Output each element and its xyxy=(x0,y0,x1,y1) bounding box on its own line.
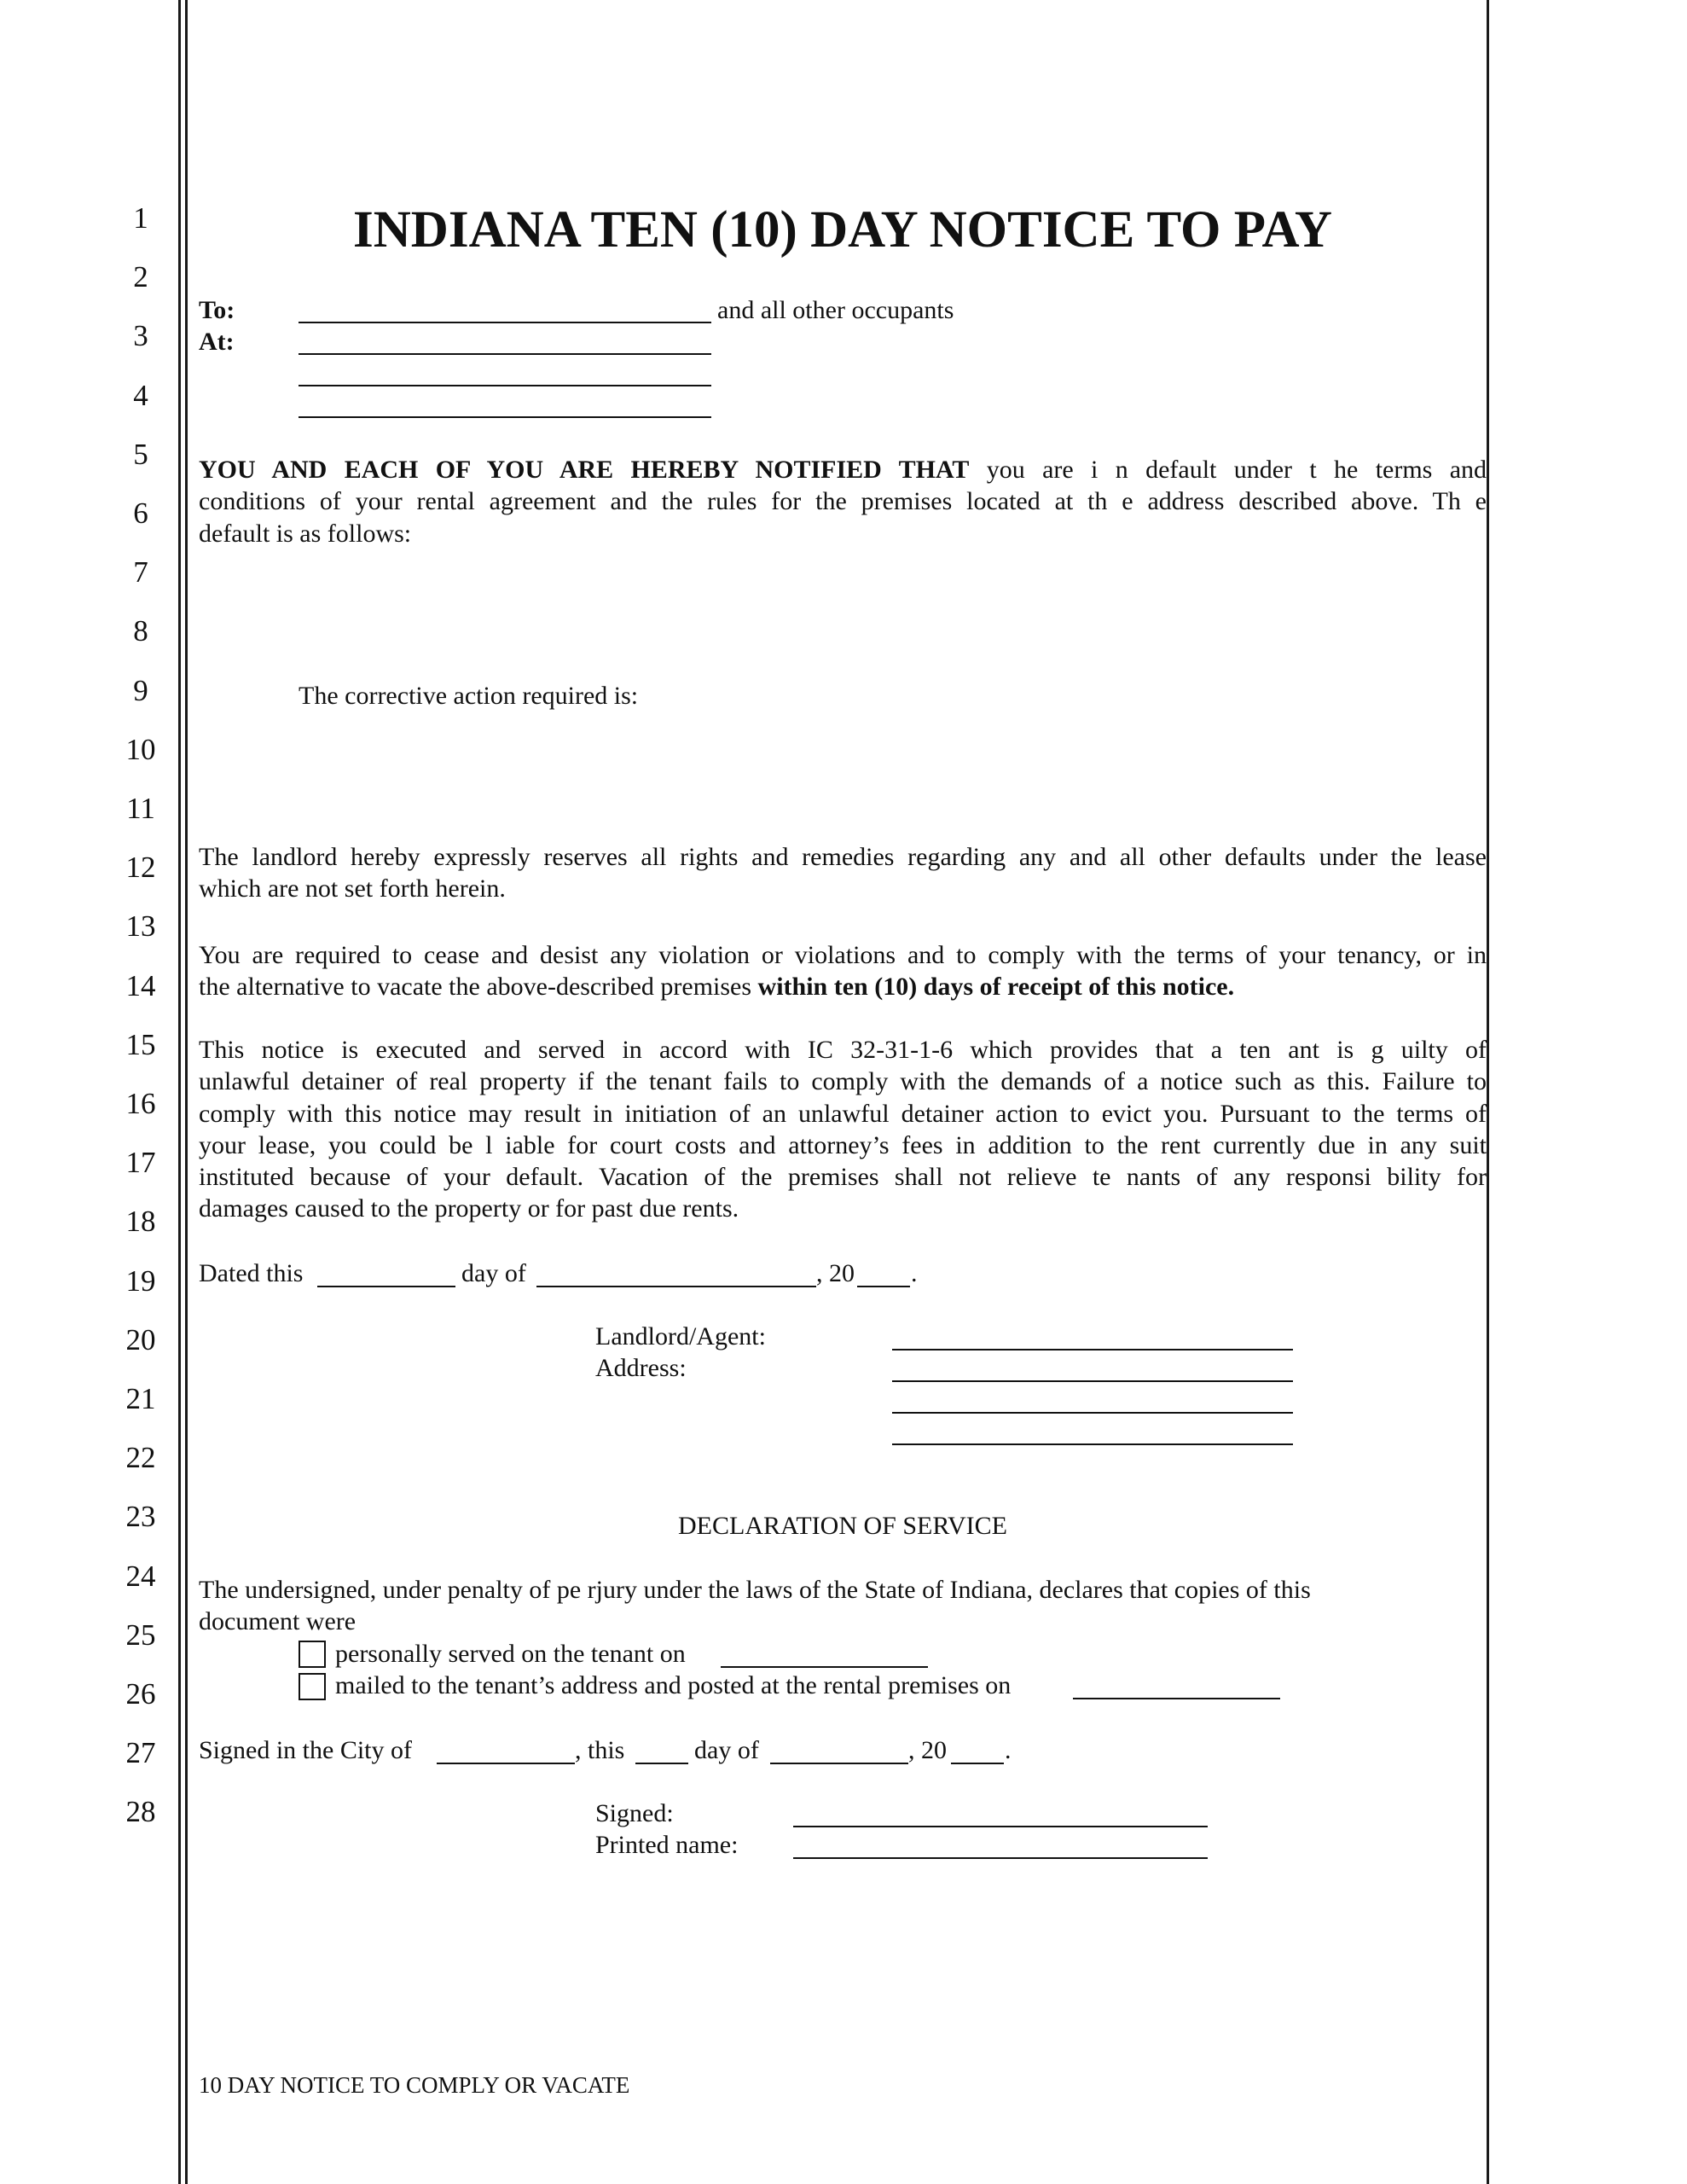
cease-paragraph xyxy=(199,939,1487,1003)
notice-line3: default is as follows: xyxy=(199,519,412,548)
signed-city-prefix: Signed in the City of xyxy=(199,1736,412,1764)
line-number: 28 xyxy=(125,1795,156,1828)
line-number: 7 xyxy=(133,555,148,589)
left-margin-rule-outer xyxy=(178,0,181,2184)
line-number: 11 xyxy=(126,792,155,825)
executed-line: comply with this notice may result in initiation of an unlawful detainer action to evict you. Pursuant to the terms of xyxy=(199,1099,1487,1128)
signed-city-blank[interactable] xyxy=(437,1763,575,1764)
executed-line: instituted because of your default. Vacation of the premises shall not relieve te nants of any responsi bility for xyxy=(199,1163,1487,1192)
executed-line: unlawful detainer of real property if the tenant fails to comply with the demands of a notice such as this. Failure to xyxy=(199,1067,1487,1096)
personally-served-checkbox[interactable] xyxy=(299,1641,326,1668)
dated-end: . xyxy=(911,1259,918,1287)
left-margin-rule-inner xyxy=(185,0,188,2184)
signed-month-blank[interactable] xyxy=(770,1763,908,1764)
executed-line: This notice is executed and served in accord with IC 32-31-1-6 which provides that a ten ant is g uilty of xyxy=(199,1036,1487,1064)
line-number: 25 xyxy=(125,1618,156,1652)
reserve-line1: The landlord hereby expressly reserves all rights and remedies regarding any and all other defaults under the lease xyxy=(199,843,1487,871)
executed-line: damages caused to the property or for past due rents. xyxy=(199,1194,739,1223)
dated-month-blank[interactable] xyxy=(536,1286,816,1287)
line-number: 17 xyxy=(125,1146,156,1179)
signed-city-this: , this xyxy=(575,1736,625,1764)
address-blank-1[interactable] xyxy=(299,353,711,355)
address-blank-3[interactable] xyxy=(299,416,711,418)
reserve-paragraph xyxy=(199,841,1487,905)
line-number: 9 xyxy=(133,674,148,707)
line-number: 16 xyxy=(125,1087,156,1120)
landlord-agent-blank[interactable] xyxy=(892,1349,1293,1350)
dated-day-of: day of xyxy=(461,1259,526,1287)
signed-label: Signed: xyxy=(595,1799,674,1827)
notice-bold-lead: YOU AND EACH OF YOU ARE HEREBY NOTIFIED THAT xyxy=(199,456,970,484)
executed-paragraph xyxy=(199,1034,1487,1225)
landlord-address-blank-3[interactable] xyxy=(892,1443,1293,1445)
declaration-heading: DECLARATION OF SERVICE xyxy=(678,1512,1007,1540)
signed-end: . xyxy=(1005,1736,1012,1764)
landlord-address-blank-1[interactable] xyxy=(892,1380,1293,1382)
cease-line1: You are required to cease and desist any violation or violations and to comply with the terms of your tenancy, or in xyxy=(199,941,1487,969)
personally-served-label: personally served on the tenant on xyxy=(335,1640,686,1668)
landlord-address-blank-2[interactable] xyxy=(892,1412,1293,1414)
mailed-posted-date-blank[interactable] xyxy=(1073,1698,1280,1699)
page-footer: 10 DAY NOTICE TO COMPLY OR VACATE xyxy=(199,2072,630,2098)
document-title: INDIANA TEN (10) DAY NOTICE TO PAY xyxy=(353,201,1332,258)
line-number: 27 xyxy=(125,1736,156,1769)
cease-line2-plain: the alternative to vacate the above-described premises xyxy=(199,973,752,1002)
dated-day-blank[interactable] xyxy=(317,1286,455,1287)
line-number: 2 xyxy=(133,260,148,293)
line-number: 4 xyxy=(133,379,148,412)
notice-line2: conditions of your rental agreement and the rules for the premises located at th e address described above. Th e xyxy=(199,487,1487,516)
mailed-posted-checkbox[interactable] xyxy=(299,1673,326,1700)
line-number: 15 xyxy=(125,1028,156,1061)
dated-year-blank[interactable] xyxy=(857,1286,910,1287)
cease-deadline-bold: within ten (10) days of receipt of this notice. xyxy=(757,973,1235,1002)
right-margin-rule xyxy=(1487,0,1489,2184)
landlord-address-label: Address: xyxy=(595,1354,687,1382)
printed-name-label: Printed name: xyxy=(595,1831,739,1859)
landlord-agent-label: Landlord/Agent: xyxy=(595,1322,766,1350)
line-number: 26 xyxy=(125,1677,156,1711)
line-number: 13 xyxy=(125,909,156,943)
to-label: To: xyxy=(199,296,235,324)
notice-paragraph xyxy=(199,454,1487,549)
dated-prefix: Dated this xyxy=(199,1259,304,1287)
printed-name-blank[interactable] xyxy=(793,1857,1208,1859)
signed-year-blank[interactable] xyxy=(951,1763,1004,1764)
line-number: 24 xyxy=(125,1560,156,1593)
line-number: 22 xyxy=(125,1441,156,1474)
signed-day-blank[interactable] xyxy=(635,1763,688,1764)
line-number: 23 xyxy=(125,1500,156,1533)
signed-year-prefix: , 20 xyxy=(908,1736,947,1764)
address-blank-2[interactable] xyxy=(299,385,711,386)
line-number: 14 xyxy=(125,969,156,1002)
line-number: 20 xyxy=(125,1323,156,1356)
declaration-line2: document were xyxy=(199,1607,357,1635)
notice-line1-rest: you are i n default under t he terms and xyxy=(986,456,1487,484)
line-number: 8 xyxy=(133,614,148,648)
signed-day-of: day of xyxy=(694,1736,759,1764)
line-number: 10 xyxy=(125,733,156,766)
line-number: 1 xyxy=(133,201,148,235)
signature-blank[interactable] xyxy=(793,1826,1208,1827)
corrective-action-label: The corrective action required is: xyxy=(299,682,639,710)
mailed-posted-label: mailed to the tenant’s address and posted at the rental premises on xyxy=(335,1671,1012,1699)
line-number: 5 xyxy=(133,438,148,471)
line-number: 19 xyxy=(125,1264,156,1298)
occupants-text: and all other occupants xyxy=(717,296,954,324)
to-name-blank[interactable] xyxy=(299,322,711,323)
line-number: 18 xyxy=(125,1205,156,1238)
declaration-line1: The undersigned, under penalty of pe rjury under the laws of the State of Indiana, declares that copies of this xyxy=(199,1576,1311,1604)
personally-served-date-blank[interactable] xyxy=(721,1666,928,1668)
executed-line: your lease, you could be l iable for court costs and attorney’s fees in addition to the rent currently due in any suit xyxy=(199,1130,1487,1159)
reserve-line2: which are not set forth herein. xyxy=(199,874,506,903)
line-number: 3 xyxy=(133,319,148,352)
at-label: At: xyxy=(199,328,235,356)
line-number: 12 xyxy=(125,851,156,884)
dated-year-prefix: , 20 xyxy=(816,1259,855,1287)
line-number: 21 xyxy=(125,1382,156,1415)
line-number: 6 xyxy=(133,497,148,530)
